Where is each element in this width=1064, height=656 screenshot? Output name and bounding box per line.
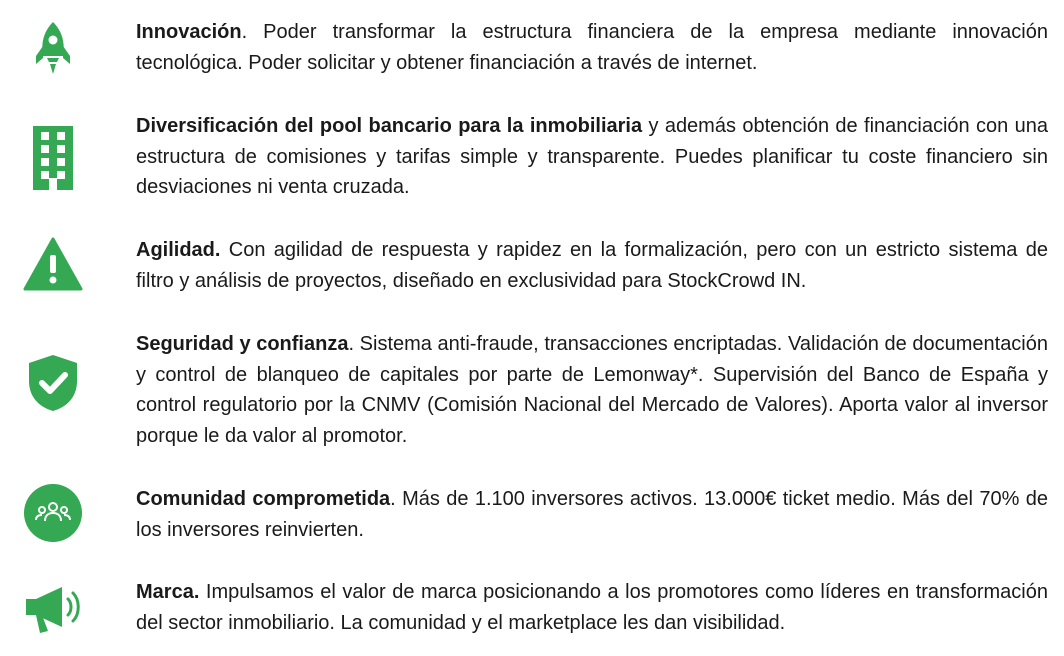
feature-text [136,17,1048,78]
warning-icon [18,236,88,292]
feature-body: Con agilidad de respuesta y rapidez en la formalización, pero con un estricto sistema de filtro y análisis de proyectos, diseñado en exclusividad para StockCrowd IN. [136,239,1048,292]
feature-title: Marca. [136,581,200,603]
feature-body: . Poder transformar la estructura financiera de la empresa mediante innovación tecnológica. Poder solicitar y obtener financiación a través de internet. [136,21,1048,74]
feature-title: Seguridad y confianza [136,333,349,355]
rocket-icon [18,20,88,78]
feature-body: Impulsamos el valor de marca posicionando a los promotores como líderes en transformación del sector inmobiliario. La comunidad y el marketplace les dan visibilidad. [136,581,1048,634]
feature-text [136,577,1048,638]
building-icon [18,124,88,192]
feature-body: . Sistema anti-fraude, transacciones encriptadas. Validación de documentación y control de blanqueo de capitales por parte de Lemonway*. Supervisión del Banco de España y control regulatorio por la CNMV (Comisión Nacional del Mercado de Valores). Aporta valor al inversor porque le da valor al promotor. [136,333,1049,447]
feature-title: Diversificación del pool bancario para la inmobiliaria [136,115,643,137]
feature-text [136,235,1048,296]
feature-title: Innovación [136,21,242,43]
megaphone-icon [18,580,88,636]
feature-title: Agilidad. [136,239,221,261]
feature-body: . Más de 1.100 inversores activos. 13.000€ ticket medio. Más del 70% de los inversores reinvierten. [136,488,1049,541]
community-icon [18,482,88,544]
feature-title: Comunidad comprometida [136,488,391,510]
feature-body: y además obtención de financiación con una estructura de comisiones y tarifas simple y transparente. Puedes planificar tu coste financiero sin desviaciones ni venta cruzada. [136,115,1048,199]
feature-text [136,484,1048,545]
shield-check-icon [18,352,88,414]
feature-text [136,111,1048,203]
feature-text [136,329,1048,451]
